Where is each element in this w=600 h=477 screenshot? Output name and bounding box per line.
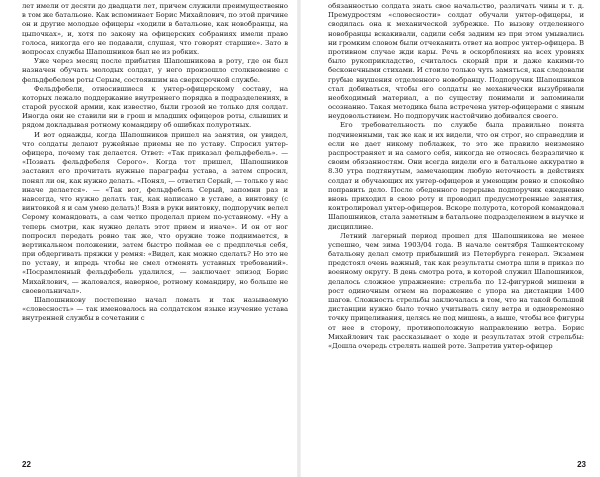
right-page: [300, 0, 600, 477]
page-number-right: 23: [577, 460, 586, 469]
left-paragraph: лет имели от десяти до двадцати лет, причем служили преимущественно в том же батальоне. Как вспоминает Борис Михайлович, по этой причине он и другие молодые офицеры «ходили в батальоне, как новобранцы, на цыпочках», и, хотя по закону на офицерских собраниях имели право голоса, никогда его не подавали, слушая, что говорят старшие». Зато в вопросах службы Шапошников был не из робких.: [22, 2, 288, 56]
page-number-left: 22: [22, 460, 31, 469]
left-paragraph: Фельдфебели, относившиеся к унтер-офицерскому составу, на которых лежало поддержание внутреннего порядка в подразделениях, в старой русской армии, как известно, были грозой не только для солдат. Иногда они не ставили ни в грош и младших офицеров роты, слывших и рядом докладывая ротному командиру об ошибках полуротных.: [22, 84, 288, 130]
right-paragraph: Его требовательность по службе была правильно понята подчиненными, так же как и их видели, что он строг, но справедлив и если не дает никому поблажек, то это же правило неизменно распространяет и на самого себя, никогда не относясь безразлично к своим обязанностям. Они всегда видели его в батальоне аккуратно в 8.30 утра подтянутым, замечающим любую неточность в действиях солдат и обучающих их унтер-офицеров и умеющим ровно и спокойно поправить дело. После обеденного перерыва подпоручик ежедневно вновь приходил в свою роту и проводил предусмотренные занятия, контролировал унтер-офицеров. Вскоре полурота, которой командовал Шапошников, стала заметным в батальоне подразделением в выучке и дисциплине.: [328, 121, 584, 231]
left-page: [0, 0, 298, 477]
right-paragraph: обязанностью солдата знать свое начальство, различать чины и т. д. Премудростям «словесности» солдат обучали унтер-офицеры, и сводилась она к механической зубрежке. По вызову отделенного новобранцы вскакивали, садили себя задним нэ при этом умывались ни громким словом были отчеканить ответ на вопрос унтер-офицера. В противном случае жди кары. Речь в оскорблениях на всех уровнях было рукоприкладство, считалось скорый при и даже какими-то бесконечными стихами. И стоило только чуть замяться, как следовали грубые внушения отделенного новобранцу. Подпоручик Шапошников стал добиваться, чтобы его солдаты не механически вызубривали необходимый материал, а по существу понимали и запоминали осознанно. Такая методика была встречена унтер-офицерами с явным неудовольствием. Но подпоручик настойчиво добивался своего.: [328, 2, 584, 121]
left-paragraph: Шапошникову постепенно начал ломать и так называемую «словесность» — так именовалось на солдатском языке изучение устава внутренней службы в сочетании с: [22, 296, 288, 323]
left-paragraph: И вот однажды, когда Шапошников пришел на занятия, он увидел, что солдаты делают ружейные приемы не по уставу. Спросил унтер-офицера, почему так делается. Ответ: «Так приказал фельдфебель». — «Позвать фельдфебеля Серого». Когда тот пришел, Шапошников заставил его прочитать нужные параграфы устава, а затем спросил, понял ли он, как нужно делать. «Понял, — ответил Серый, — только у нас иначе делается». — «Так вот, фельдфебель Серый, запомни раз и навсегда, что нужно делать так, как написано в уставе, а винтовку (с винтовкой я и сам умею делать)! Взяв в руки винтовку, подпоручик велел Серому командовать, а сам четко проделал прием по-уставному. «Ну а теперь смотри, как нужно делать этот прием и иначе». И он от ног попросил передать ровно так же, что оружие тоже поднимается, в вертикальном положении, затем быстро поймав ее с предплечья себя, при обдергивать пряжки у ремня: «Видел, как можно сделать? Но это не по уставу, и впредь чтобы не смел отменять уставных требований». «Посрамленный фельдфебель удалился, — заключает эпизод Борис Михайлович, — жаловался, наверное, ротному командиру, но больше не своевольничал».: [22, 130, 288, 295]
left-paragraph: Уже через месяц после прибытия Шапошникова в роту, где он был назначен обучать молодых солдат, у него произошло столкновение с фельдфебелем роты Серым, состоявшим на сверхсрочной службе.: [22, 57, 288, 84]
right-paragraph: Летний лагерный период прошел для Шапошникова не менее успешно, чем зима 1903/04 года. В начале сентября Ташкентскому батальону делал смотр прибывший из Петербурга генерал. Экзамен предстоял очень важный, так как результаты смотра шли в приказ по военному округу. В день смотра рота, в которой служил Шапошников, делалось сложное упражнение: стрельба по 12-фигурной мишени в рост одиночным огнем на поражение с упора на дистанции 1400 шагов. Сложность стрельбы заключалась в том, что на такой большой дистанции нужно было точно учитывать силу ветра и одновременно точку прицеливания, целясь не под мишень, а выше, чтобы все фигуры от нее в сторону, противоположную направлению ветра. Борис Михайлович так рассказывает о ходе и результатах этой стрельбы: «Дошла очередь стрелять нашей роте. Запретив унтер-офицер: [328, 231, 584, 350]
